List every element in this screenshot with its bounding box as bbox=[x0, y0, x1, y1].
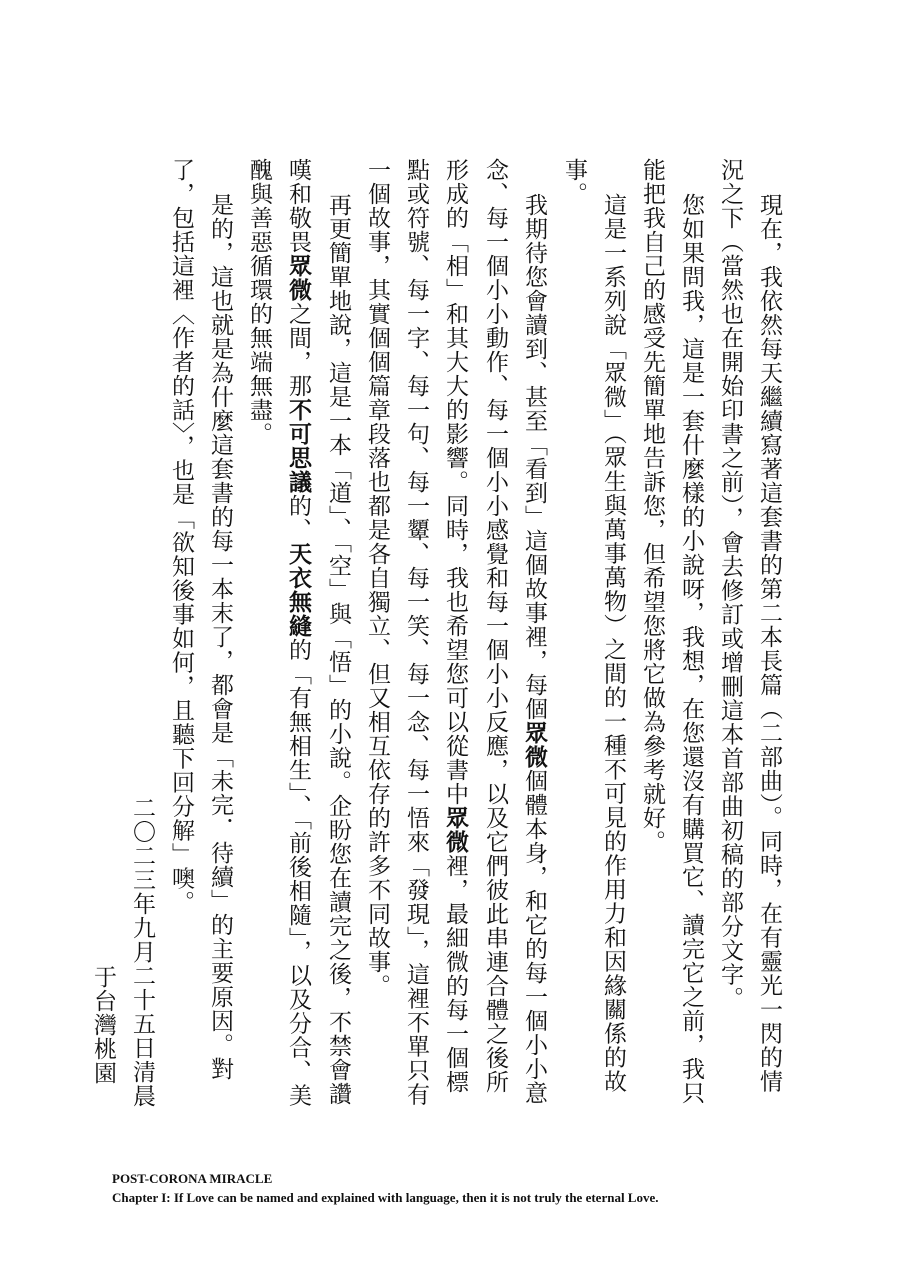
paragraph-6 bbox=[161, 158, 239, 1108]
paragraph-text: 個體本身，和它的每一個小小意念、每一個小小動作、每一個小小感覺和每一個小小反應，以及它們彼此串連合體之後所形成的「相」和其大大的影響。同時，我也希望您可以從書中 bbox=[442, 158, 547, 1105]
bold-term: 眾微 bbox=[521, 720, 548, 769]
paragraph-2 bbox=[632, 158, 710, 1108]
bold-term: 天衣無縫 bbox=[285, 542, 312, 638]
page-footer bbox=[112, 1169, 659, 1207]
paragraph-text: 是的，這也就是為什麼這套書的每一本末了，都會是「未完．待續」的主要原因。對了，包括這裡〈作者的話〉，也是「欲知後事如何，且聽下回分解」噢。 bbox=[168, 158, 233, 1081]
paragraph-text: 我期待您會讀到、甚至「看到」這個故事裡，每個 bbox=[521, 192, 547, 721]
paragraph-4 bbox=[357, 158, 554, 1108]
paragraph-1 bbox=[710, 158, 788, 1108]
paragraph-text: 您如果問我，這是一套什麼樣的小說呀，我想，在您還沒有購買它、讀完它之前，我只能把我自己的感受先簡單地告訴您，但希望您將它做為參考就好。 bbox=[639, 158, 704, 1105]
paragraph-text: 裡，最細微的每一個標點或符號、每一字、每一句、每一顰、每一笑、每一念、每一悟來「發現」，這裡不單只有一個故事，其實個個篇章段落也都是各自獨立、但又相互依存的許多不同故事。 bbox=[364, 158, 468, 1107]
paragraph-text: 這是一系列說「眾微」（眾生與萬事萬物）之間的一種不可見的作用力和因緣關係的故事。 bbox=[561, 158, 626, 1093]
author-note-body bbox=[83, 158, 788, 1108]
signature-date bbox=[122, 158, 161, 1108]
date-text: 二〇二三年九月二十五日清晨 bbox=[129, 796, 155, 1108]
paragraph-text: 現在，我依然每天繼續寫著這套書的第二本長篇（二部曲）。同時，在有靈光一閃的情況之下（當然也在開始印書之前），會去修訂或增刪這本首部曲初稿的部分文字。 bbox=[717, 158, 782, 1093]
signature-place bbox=[83, 158, 122, 1108]
place-text: 于台灣桃園 bbox=[90, 965, 116, 1085]
paragraph-text: 再更簡單地說，這是一本「道」、「空」與「悟」的小說。企盼您在讀完之後，不禁會讚嘆和敬畏 bbox=[285, 158, 351, 1106]
chapter-line: Chapter I: If Love can be named and explained with language, then it is not truly the eternal Love. bbox=[112, 1190, 659, 1205]
book-title: POST-CORONA MIRACLE bbox=[112, 1171, 273, 1186]
bold-term: 眾微 bbox=[442, 806, 469, 854]
paragraph-5 bbox=[239, 158, 357, 1108]
bold-term: 眾微 bbox=[285, 254, 312, 302]
paragraph-3 bbox=[554, 158, 632, 1108]
bold-term: 不可思議 bbox=[285, 398, 312, 494]
paragraph-text: 的、 bbox=[285, 494, 311, 542]
paragraph-text: 之間，那 bbox=[285, 302, 311, 398]
paragraph-text: 的「有無相生」、「前後相隨」，以及分合、美醜與善惡循環的無端無盡。 bbox=[246, 158, 311, 1108]
